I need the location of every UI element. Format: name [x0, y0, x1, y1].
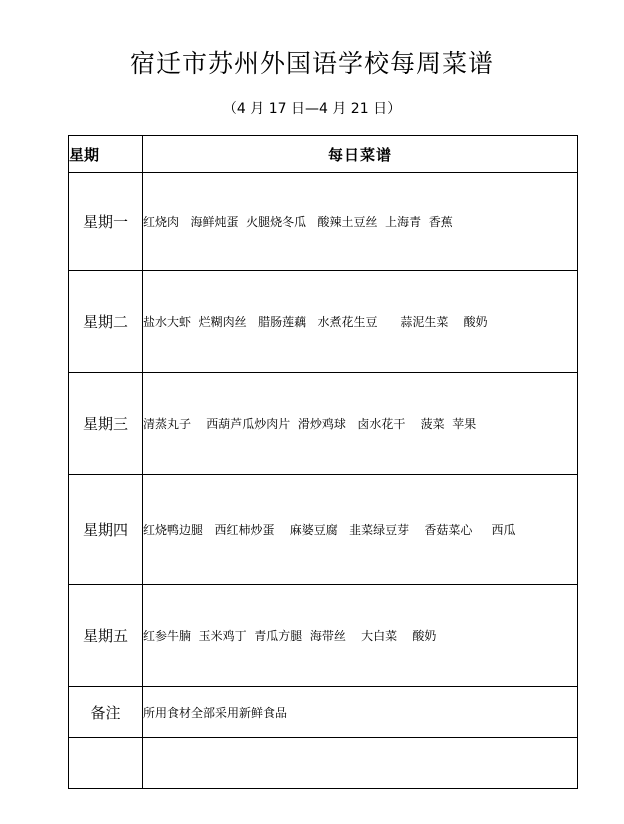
day-cell: 星期四	[69, 475, 143, 585]
header-row	[69, 136, 578, 173]
day-cell: 星期五	[69, 585, 143, 687]
dishes-cell: 红烧鸭边腿 西红柿炒蛋 麻婆豆腐 韭菜绿豆芽 香菇菜心 西瓜	[143, 475, 578, 585]
table-row	[69, 585, 578, 687]
document-title: 宿迁市苏州外国语学校每周菜谱	[129, 49, 494, 78]
day-cell: 星期二	[69, 271, 143, 373]
table-row	[69, 271, 578, 373]
header-menu: 每日菜谱	[143, 136, 578, 173]
empty-row	[69, 738, 578, 789]
weekly-menu-table	[68, 135, 578, 789]
empty-cell	[143, 738, 578, 789]
table-row	[69, 475, 578, 585]
dishes-cell: 盐水大虾 烂糊肉丝 腊肠莲藕 水煮花生豆 蒜泥生菜 酸奶	[143, 271, 578, 373]
dishes-cell: 红参牛腩 玉米鸡丁 青瓜方腿 海带丝 大白菜 酸奶	[143, 585, 578, 687]
empty-cell	[69, 738, 143, 789]
day-cell: 星期一	[69, 173, 143, 271]
table-row	[69, 173, 578, 271]
dishes-cell: 清蒸丸子 西葫芦瓜炒肉片 滑炒鸡球 卤水花干 菠菜 苹果	[143, 373, 578, 475]
dishes-cell: 红烧肉 海鲜炖蛋 火腿烧冬瓜 酸辣土豆丝 上海青 香蕉	[143, 173, 578, 271]
table-row	[69, 373, 578, 475]
day-cell: 星期三	[69, 373, 143, 475]
note-row	[69, 687, 578, 738]
date-range: （4 月 17 日—4 月 21 日）	[222, 101, 402, 117]
note-label: 备注	[69, 687, 143, 738]
note-text: 所用食材全部采用新鲜食品	[143, 687, 578, 738]
header-day: 星期	[69, 136, 143, 173]
